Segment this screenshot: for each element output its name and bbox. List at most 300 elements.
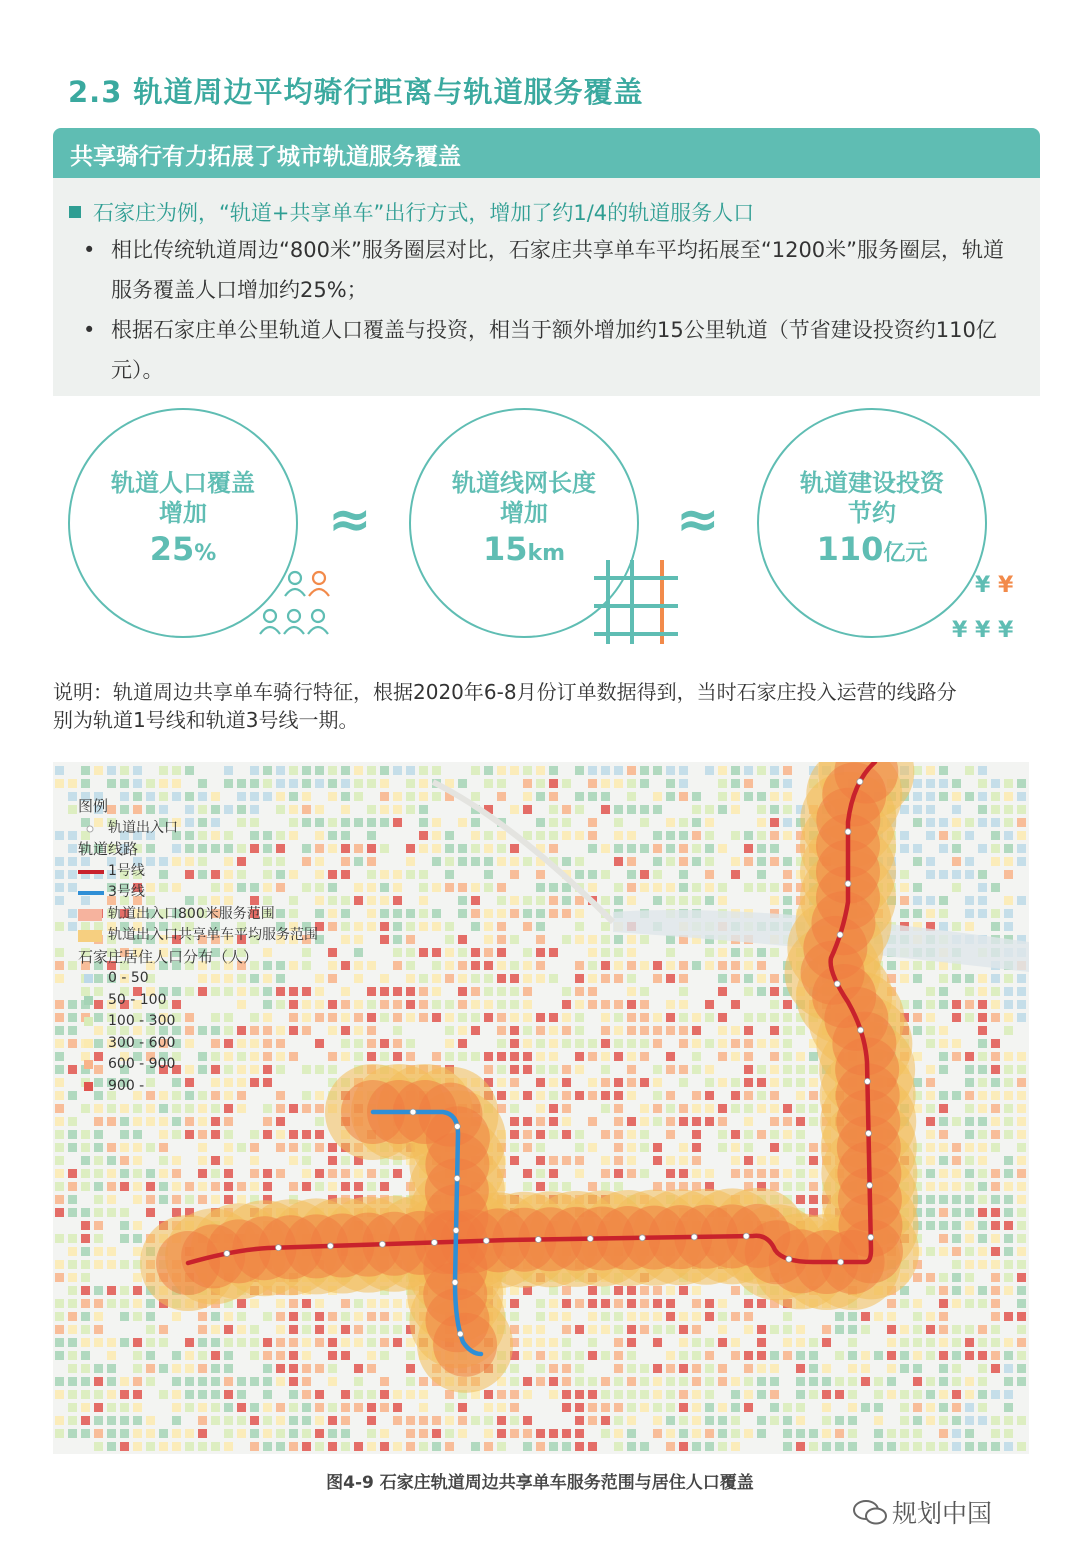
population-cell xyxy=(965,1260,974,1269)
population-cell xyxy=(94,1117,103,1126)
population-cell xyxy=(705,818,714,827)
population-cell xyxy=(900,896,909,905)
population-cell xyxy=(250,1442,259,1451)
population-cell xyxy=(679,1338,688,1347)
population-cell xyxy=(952,1429,961,1438)
population-cell xyxy=(991,1286,1000,1295)
population-cell xyxy=(939,766,948,775)
population-cell xyxy=(198,1104,207,1113)
population-cell xyxy=(406,1351,415,1360)
population-cell xyxy=(705,1364,714,1373)
population-cell xyxy=(276,987,285,996)
population-cell xyxy=(978,1377,987,1386)
population-cell xyxy=(107,1338,116,1347)
population-cell xyxy=(601,844,610,853)
population-cell xyxy=(328,1403,337,1412)
population-cell xyxy=(796,1416,805,1425)
population-cell xyxy=(705,1039,714,1048)
population-cell xyxy=(926,1351,935,1360)
population-cell xyxy=(367,1312,376,1321)
population-cell xyxy=(653,1078,662,1087)
population-cell xyxy=(952,922,961,931)
population-cell xyxy=(393,987,402,996)
bullet-line: 元）。 xyxy=(111,358,164,382)
population-cell xyxy=(939,792,948,801)
population-cell xyxy=(692,883,701,892)
population-cell xyxy=(367,909,376,918)
population-cell xyxy=(692,1416,701,1425)
population-cell xyxy=(68,1013,77,1022)
population-cell xyxy=(575,922,584,931)
population-cell xyxy=(406,1000,415,1009)
population-cell xyxy=(263,1338,272,1347)
population-cell xyxy=(1004,1403,1013,1412)
population-cell xyxy=(783,1325,792,1334)
population-cell xyxy=(978,974,987,983)
population-cell xyxy=(692,792,701,801)
population-cell xyxy=(523,805,532,814)
population-cell xyxy=(471,948,480,957)
population-cell xyxy=(549,1052,558,1061)
population-cell xyxy=(328,1143,337,1152)
population-cell xyxy=(107,1377,116,1386)
population-cell xyxy=(458,857,467,866)
population-cell xyxy=(1004,1442,1013,1451)
population-cell xyxy=(198,1429,207,1438)
population-cell xyxy=(562,1429,571,1438)
population-cell xyxy=(484,857,493,866)
population-cell xyxy=(731,1312,740,1321)
population-cell xyxy=(55,1156,64,1165)
population-cell xyxy=(497,974,506,983)
population-cell xyxy=(211,1156,220,1165)
population-cell xyxy=(653,1325,662,1334)
population-cell xyxy=(939,1325,948,1334)
population-cell xyxy=(432,766,441,775)
population-cell xyxy=(263,1130,272,1139)
population-cell xyxy=(237,779,246,788)
station-entrance xyxy=(453,1227,459,1233)
population-cell xyxy=(965,909,974,918)
population-cell xyxy=(666,1026,675,1035)
population-cell xyxy=(939,1000,948,1009)
population-cell xyxy=(978,1234,987,1243)
population-cell xyxy=(978,987,987,996)
population-cell xyxy=(198,1312,207,1321)
population-cell xyxy=(523,1143,532,1152)
population-cell xyxy=(627,1403,636,1412)
population-cell xyxy=(952,1143,961,1152)
population-cell xyxy=(497,1065,506,1074)
population-cell xyxy=(692,1403,701,1412)
population-cell xyxy=(796,1052,805,1061)
population-cell xyxy=(562,1325,571,1334)
population-cell xyxy=(549,909,558,918)
population-cell xyxy=(159,1338,168,1347)
population-cell xyxy=(289,1156,298,1165)
population-cell xyxy=(536,935,545,944)
population-cell xyxy=(523,1000,532,1009)
population-cell xyxy=(601,974,610,983)
population-cell xyxy=(627,948,636,957)
population-cell xyxy=(796,1429,805,1438)
population-cell xyxy=(120,1104,129,1113)
population-cell xyxy=(614,1286,623,1295)
population-cell xyxy=(575,1403,584,1412)
population-cell xyxy=(94,1390,103,1399)
figure-caption: 图4-9 石家庄轨道周边共享单车服务范围与居住人口覆盖 xyxy=(326,1473,754,1493)
population-cell xyxy=(250,1169,259,1178)
population-cell xyxy=(705,857,714,866)
population-cell xyxy=(94,1156,103,1165)
population-cell xyxy=(211,1416,220,1425)
population-cell xyxy=(432,948,441,957)
population-cell xyxy=(757,857,766,866)
population-cell xyxy=(770,1117,779,1126)
population-cell xyxy=(523,896,532,905)
population-cell xyxy=(952,1351,961,1360)
population-cell xyxy=(1004,1208,1013,1217)
population-cell xyxy=(757,1364,766,1373)
population-cell xyxy=(627,1364,636,1373)
population-cell xyxy=(120,1312,129,1321)
population-cell xyxy=(276,961,285,970)
population-cell xyxy=(315,1325,324,1334)
population-cell xyxy=(341,792,350,801)
population-cell xyxy=(354,1000,363,1009)
population-cell xyxy=(172,1416,181,1425)
population-cell xyxy=(224,1442,233,1451)
population-cell xyxy=(263,1026,272,1035)
population-cell xyxy=(549,974,558,983)
population-cell xyxy=(939,1377,948,1386)
population-cell xyxy=(770,1416,779,1425)
population-cell xyxy=(484,1442,493,1451)
population-cell xyxy=(952,1299,961,1308)
population-cell xyxy=(367,1390,376,1399)
legend-pop-class xyxy=(78,1054,258,1076)
population-cell xyxy=(705,1091,714,1100)
population-cell xyxy=(913,1312,922,1321)
population-cell xyxy=(94,1104,103,1113)
population-cell xyxy=(536,1026,545,1035)
population-cell xyxy=(991,792,1000,801)
station-entrance xyxy=(868,1234,874,1240)
population-cell xyxy=(666,1299,675,1308)
population-cell xyxy=(666,1429,675,1438)
population-cell xyxy=(380,1325,389,1334)
station-entrance xyxy=(587,1236,593,1242)
bullet-dot-icon: • xyxy=(83,238,96,262)
population-cell xyxy=(172,1156,181,1165)
population-cell xyxy=(224,1312,233,1321)
population-cell xyxy=(588,1299,597,1308)
population-cell xyxy=(276,844,285,853)
population-cell xyxy=(1004,1429,1013,1438)
population-cell xyxy=(796,1182,805,1191)
population-cell xyxy=(978,870,987,879)
population-cell xyxy=(965,1013,974,1022)
population-cell xyxy=(614,1117,623,1126)
population-cell xyxy=(315,805,324,814)
population-cell xyxy=(146,1442,155,1451)
population-cell xyxy=(419,987,428,996)
population-cell xyxy=(68,1260,77,1269)
population-cell xyxy=(965,1156,974,1165)
population-cell xyxy=(471,857,480,866)
population-cell xyxy=(341,1429,350,1438)
population-cell xyxy=(224,1364,233,1373)
population-cell xyxy=(523,1052,532,1061)
population-cell xyxy=(445,1013,454,1022)
population-cell xyxy=(640,1403,649,1412)
population-cell xyxy=(497,922,506,931)
population-cell xyxy=(224,1117,233,1126)
population-cell xyxy=(965,1403,974,1412)
population-cell xyxy=(120,766,129,775)
population-cell xyxy=(770,1351,779,1360)
population-cell xyxy=(380,1052,389,1061)
population-cell xyxy=(120,779,129,788)
population-cell xyxy=(289,1364,298,1373)
population-cell xyxy=(666,883,675,892)
population-cell xyxy=(913,857,922,866)
yen-icons-row2 xyxy=(952,618,1013,643)
population-cell xyxy=(575,1130,584,1139)
population-cell xyxy=(952,1325,961,1334)
population-cell xyxy=(614,1104,623,1113)
population-cell xyxy=(588,1325,597,1334)
population-cell xyxy=(874,1403,883,1412)
section-banner xyxy=(53,128,1040,178)
population-cell xyxy=(926,1169,935,1178)
population-cell xyxy=(952,883,961,892)
population-cell xyxy=(692,1091,701,1100)
population-cell xyxy=(354,1299,363,1308)
population-cell xyxy=(991,1182,1000,1191)
population-cell xyxy=(900,974,909,983)
population-cell xyxy=(250,1403,259,1412)
population-cell xyxy=(328,1364,337,1373)
population-cell xyxy=(562,1000,571,1009)
population-cell xyxy=(1004,1065,1013,1074)
population-cell xyxy=(874,1390,883,1399)
population-cell xyxy=(978,1221,987,1230)
population-cell xyxy=(588,1117,597,1126)
population-cell xyxy=(341,1338,350,1347)
population-cell xyxy=(237,1312,246,1321)
population-cell xyxy=(341,779,350,788)
main-point xyxy=(69,197,754,227)
pop-class-swatch xyxy=(84,996,93,1005)
population-cell xyxy=(575,961,584,970)
population-cell xyxy=(575,1364,584,1373)
population-cell xyxy=(601,1156,610,1165)
population-cell xyxy=(276,1416,285,1425)
population-cell xyxy=(393,961,402,970)
population-cell xyxy=(523,1325,532,1334)
population-cell xyxy=(588,1052,597,1061)
population-cell xyxy=(536,1364,545,1373)
population-cell xyxy=(1004,1052,1013,1061)
population-cell xyxy=(68,1312,77,1321)
population-cell xyxy=(991,1104,1000,1113)
population-cell xyxy=(1004,1247,1013,1256)
population-cell xyxy=(991,1078,1000,1087)
population-cell xyxy=(250,1338,259,1347)
population-cell xyxy=(393,935,402,944)
population-cell xyxy=(497,831,506,840)
population-cell xyxy=(315,1169,324,1178)
population-cell xyxy=(692,1338,701,1347)
population-cell xyxy=(809,1065,818,1074)
population-cell xyxy=(237,1143,246,1152)
population-cell xyxy=(718,1130,727,1139)
population-cell xyxy=(757,1416,766,1425)
population-cell xyxy=(146,1377,155,1386)
population-cell xyxy=(679,883,688,892)
population-cell xyxy=(224,1338,233,1347)
population-cell xyxy=(848,1312,857,1321)
population-cell xyxy=(276,1130,285,1139)
population-cell xyxy=(718,948,727,957)
population-cell xyxy=(367,1442,376,1451)
population-cell xyxy=(978,1091,987,1100)
population-cell xyxy=(861,1351,870,1360)
population-cell xyxy=(367,1429,376,1438)
population-cell xyxy=(289,1143,298,1152)
station-entrance xyxy=(452,1279,458,1285)
population-cell xyxy=(328,870,337,879)
population-cell xyxy=(55,1416,64,1425)
population-cell xyxy=(705,1351,714,1360)
population-cell xyxy=(406,922,415,931)
population-cell xyxy=(471,922,480,931)
population-cell xyxy=(406,805,415,814)
population-cell xyxy=(913,844,922,853)
population-cell xyxy=(705,805,714,814)
population-cell xyxy=(81,1208,90,1217)
population-cell xyxy=(731,766,740,775)
population-cell xyxy=(224,1325,233,1334)
population-cell xyxy=(588,844,597,853)
population-cell xyxy=(627,792,636,801)
population-cell xyxy=(679,1429,688,1438)
population-cell xyxy=(328,818,337,827)
population-cell xyxy=(120,1117,129,1126)
population-cell xyxy=(172,1169,181,1178)
population-cell xyxy=(757,1013,766,1022)
population-cell xyxy=(952,1169,961,1178)
population-cell xyxy=(731,961,740,970)
population-cell xyxy=(367,1182,376,1191)
population-cell xyxy=(523,1377,532,1386)
population-cell xyxy=(354,1377,363,1386)
population-cell xyxy=(55,883,64,892)
population-cell xyxy=(562,818,571,827)
population-cell xyxy=(1004,779,1013,788)
legend-label: 1号线 xyxy=(108,862,145,879)
population-cell xyxy=(484,831,493,840)
population-cell xyxy=(861,1312,870,1321)
population-cell xyxy=(640,1013,649,1022)
population-cell xyxy=(523,1026,532,1035)
population-cell xyxy=(367,1325,376,1334)
population-cell xyxy=(341,1390,350,1399)
population-cell xyxy=(549,779,558,788)
population-cell xyxy=(120,1299,129,1308)
population-cell xyxy=(952,818,961,827)
population-cell xyxy=(497,779,506,788)
population-cell xyxy=(445,922,454,931)
population-cell xyxy=(640,1325,649,1334)
population-cell xyxy=(978,1130,987,1139)
population-cell xyxy=(926,870,935,879)
population-cell xyxy=(94,1182,103,1191)
population-cell xyxy=(289,1351,298,1360)
population-cell xyxy=(913,1000,922,1009)
population-cell xyxy=(614,1325,623,1334)
station-entrance xyxy=(786,1256,792,1262)
population-cell xyxy=(679,831,688,840)
population-cell xyxy=(302,883,311,892)
population-cell xyxy=(471,1013,480,1022)
population-cell xyxy=(705,1390,714,1399)
population-cell xyxy=(614,1338,623,1347)
population-cell xyxy=(68,1130,77,1139)
population-cell xyxy=(601,1299,610,1308)
population-cell xyxy=(328,1169,337,1178)
population-cell xyxy=(926,1104,935,1113)
population-cell xyxy=(874,1429,883,1438)
population-cell xyxy=(991,1169,1000,1178)
legend-pop-class xyxy=(78,990,258,1012)
population-cell xyxy=(55,1091,64,1100)
population-cell xyxy=(406,857,415,866)
bullet-line: 根据石家庄单公里轨道人口覆盖与投资，相当于额外增加约15公里轨道（节省建设投资约110亿 xyxy=(111,318,997,342)
population-cell xyxy=(601,870,610,879)
population-cell xyxy=(1017,1104,1026,1113)
population-cell xyxy=(601,805,610,814)
population-cell xyxy=(1017,1338,1026,1347)
population-cell xyxy=(432,844,441,853)
population-cell xyxy=(926,1013,935,1022)
station-entrance xyxy=(379,1241,385,1247)
population-cell xyxy=(198,1325,207,1334)
population-cell xyxy=(757,870,766,879)
population-cell xyxy=(55,870,64,879)
population-cell xyxy=(315,779,324,788)
population-cell xyxy=(354,1390,363,1399)
population-cell xyxy=(159,1117,168,1126)
population-cell xyxy=(666,1312,675,1321)
population-cell xyxy=(276,1442,285,1451)
population-cell xyxy=(601,1091,610,1100)
population-cell xyxy=(653,805,662,814)
population-cell xyxy=(445,883,454,892)
population-cell xyxy=(68,922,77,931)
population-cell xyxy=(55,1000,64,1009)
population-cell xyxy=(341,1351,350,1360)
population-cell xyxy=(133,766,142,775)
population-cell xyxy=(224,1403,233,1412)
population-cell xyxy=(536,1117,545,1126)
population-cell xyxy=(432,1000,441,1009)
population-cell xyxy=(926,792,935,801)
population-cell xyxy=(1004,792,1013,801)
population-cell xyxy=(250,1130,259,1139)
population-cell xyxy=(939,1299,948,1308)
